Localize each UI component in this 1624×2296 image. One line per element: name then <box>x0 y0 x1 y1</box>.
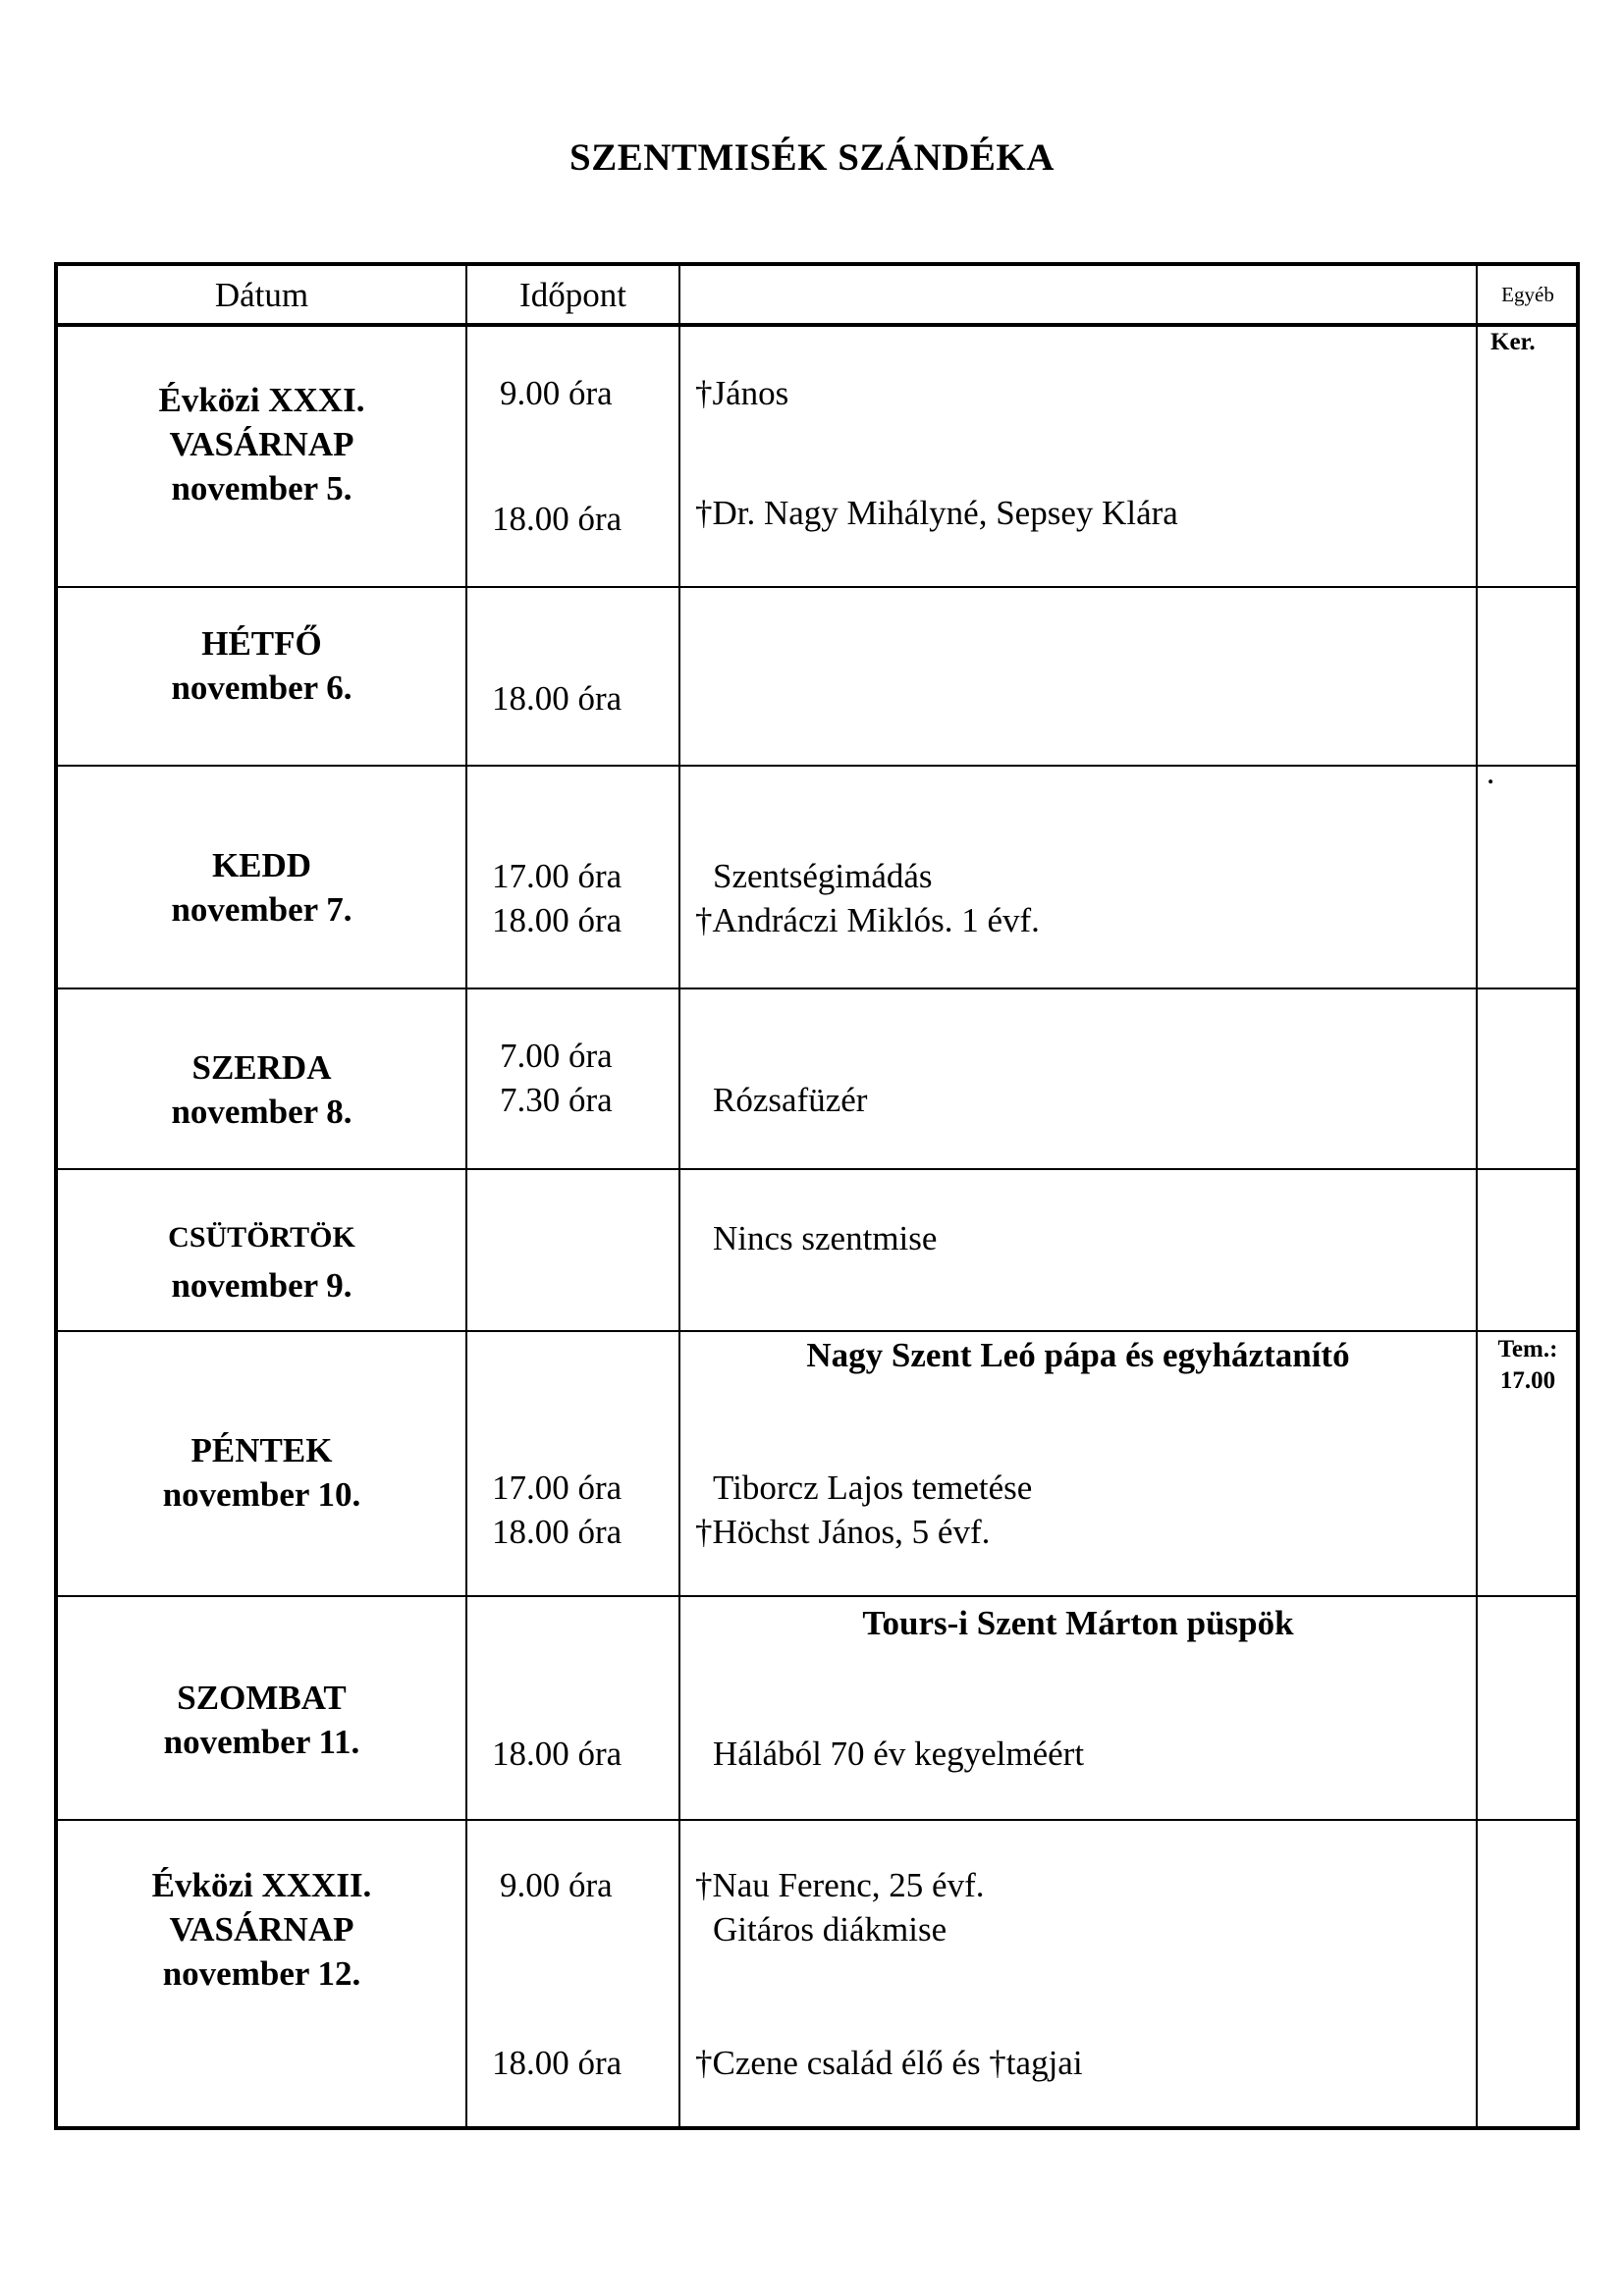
mass-time: 18.00 óra <box>492 901 623 939</box>
day-line: HÉTFŐ <box>201 624 322 663</box>
mass-time: 18.00 óra <box>492 500 623 538</box>
day-line: november 8. <box>171 1093 352 1131</box>
header-other: Egyéb <box>1501 283 1554 306</box>
row-rule <box>58 1168 1576 1170</box>
day-line: november 12. <box>162 1954 361 1993</box>
day-line: november 9. <box>171 1266 352 1305</box>
mass-intent: Gitáros diákmise <box>713 1910 947 1949</box>
mass-time: 18.00 óra <box>492 1513 623 1551</box>
mass-intent: †Andráczi Miklós. 1 évf. <box>695 901 1040 939</box>
mass-intent: †Höchst János, 5 évf. <box>695 1513 991 1551</box>
column-rule <box>1476 266 1478 2126</box>
mass-intent: †Dr. Nagy Mihályné, Sepsey Klára <box>695 494 1178 532</box>
day-line: PÉNTEK <box>190 1431 333 1469</box>
row-rule <box>58 988 1576 989</box>
day-line: SZERDA <box>191 1048 332 1087</box>
mass-time: 7.00 óra <box>500 1037 613 1075</box>
other-note: . <box>1488 763 1494 789</box>
header-rule <box>58 323 1576 327</box>
mass-time: 17.00 óra <box>492 857 623 895</box>
row-rule <box>58 765 1576 767</box>
mass-intent: Tiborcz Lajos temetése <box>713 1468 1033 1507</box>
row-rule <box>58 1819 1576 1821</box>
header-time: Időpont <box>519 276 626 314</box>
mass-intent: †János <box>695 374 789 412</box>
day-line: CSÜTÖRTÖK <box>168 1221 355 1254</box>
row-rule <box>58 1595 1576 1597</box>
mass-intent: Nincs szentmise <box>713 1219 938 1257</box>
mass-intent: †Nau Ferenc, 25 évf. <box>695 1866 985 1904</box>
other-note: Tem.: <box>1497 1336 1558 1362</box>
day-line: VASÁRNAP <box>169 1910 354 1949</box>
day-line: KEDD <box>211 846 312 884</box>
page-title: SZENTMISÉK SZÁNDÉKA <box>569 136 1055 179</box>
row-rule <box>58 586 1576 588</box>
mass-intent: †Czene család élő és †tagjai <box>695 2044 1083 2082</box>
mass-time: 9.00 óra <box>500 1866 613 1904</box>
mass-intent: Hálából 70 év kegyelméért <box>713 1735 1085 1773</box>
mass-intent: Rózsafüzér <box>713 1081 868 1119</box>
day-line: november 5. <box>171 469 352 507</box>
column-rule <box>465 266 467 2126</box>
mass-time: 9.00 óra <box>500 374 613 412</box>
mass-time: 18.00 óra <box>492 679 623 718</box>
mass-time: 18.00 óra <box>492 2044 623 2082</box>
day-line: Évközi XXXII. <box>151 1866 372 1904</box>
feast-title: Nagy Szent Leó pápa és egyháztanító <box>806 1336 1350 1374</box>
day-line: VASÁRNAP <box>169 425 354 463</box>
other-note: 17.00 <box>1499 1367 1556 1394</box>
row-rule <box>58 1330 1576 1332</box>
mass-intent: Szentségimádás <box>713 857 933 895</box>
other-note: Ker. <box>1490 329 1536 355</box>
mass-time: 18.00 óra <box>492 1735 623 1773</box>
mass-intentions-table <box>54 262 1580 2130</box>
day-line: Évközi XXXI. <box>158 381 365 419</box>
day-line: november 11. <box>163 1723 360 1761</box>
mass-time: 17.00 óra <box>492 1468 623 1507</box>
feast-title: Tours-i Szent Márton püspök <box>862 1604 1294 1642</box>
header-date: Dátum <box>214 276 309 314</box>
day-line: november 7. <box>171 890 352 929</box>
column-rule <box>678 266 680 2126</box>
day-line: november 10. <box>162 1475 361 1514</box>
day-line: november 6. <box>171 668 352 707</box>
day-line: SZOMBAT <box>177 1679 347 1717</box>
mass-time: 7.30 óra <box>500 1081 613 1119</box>
